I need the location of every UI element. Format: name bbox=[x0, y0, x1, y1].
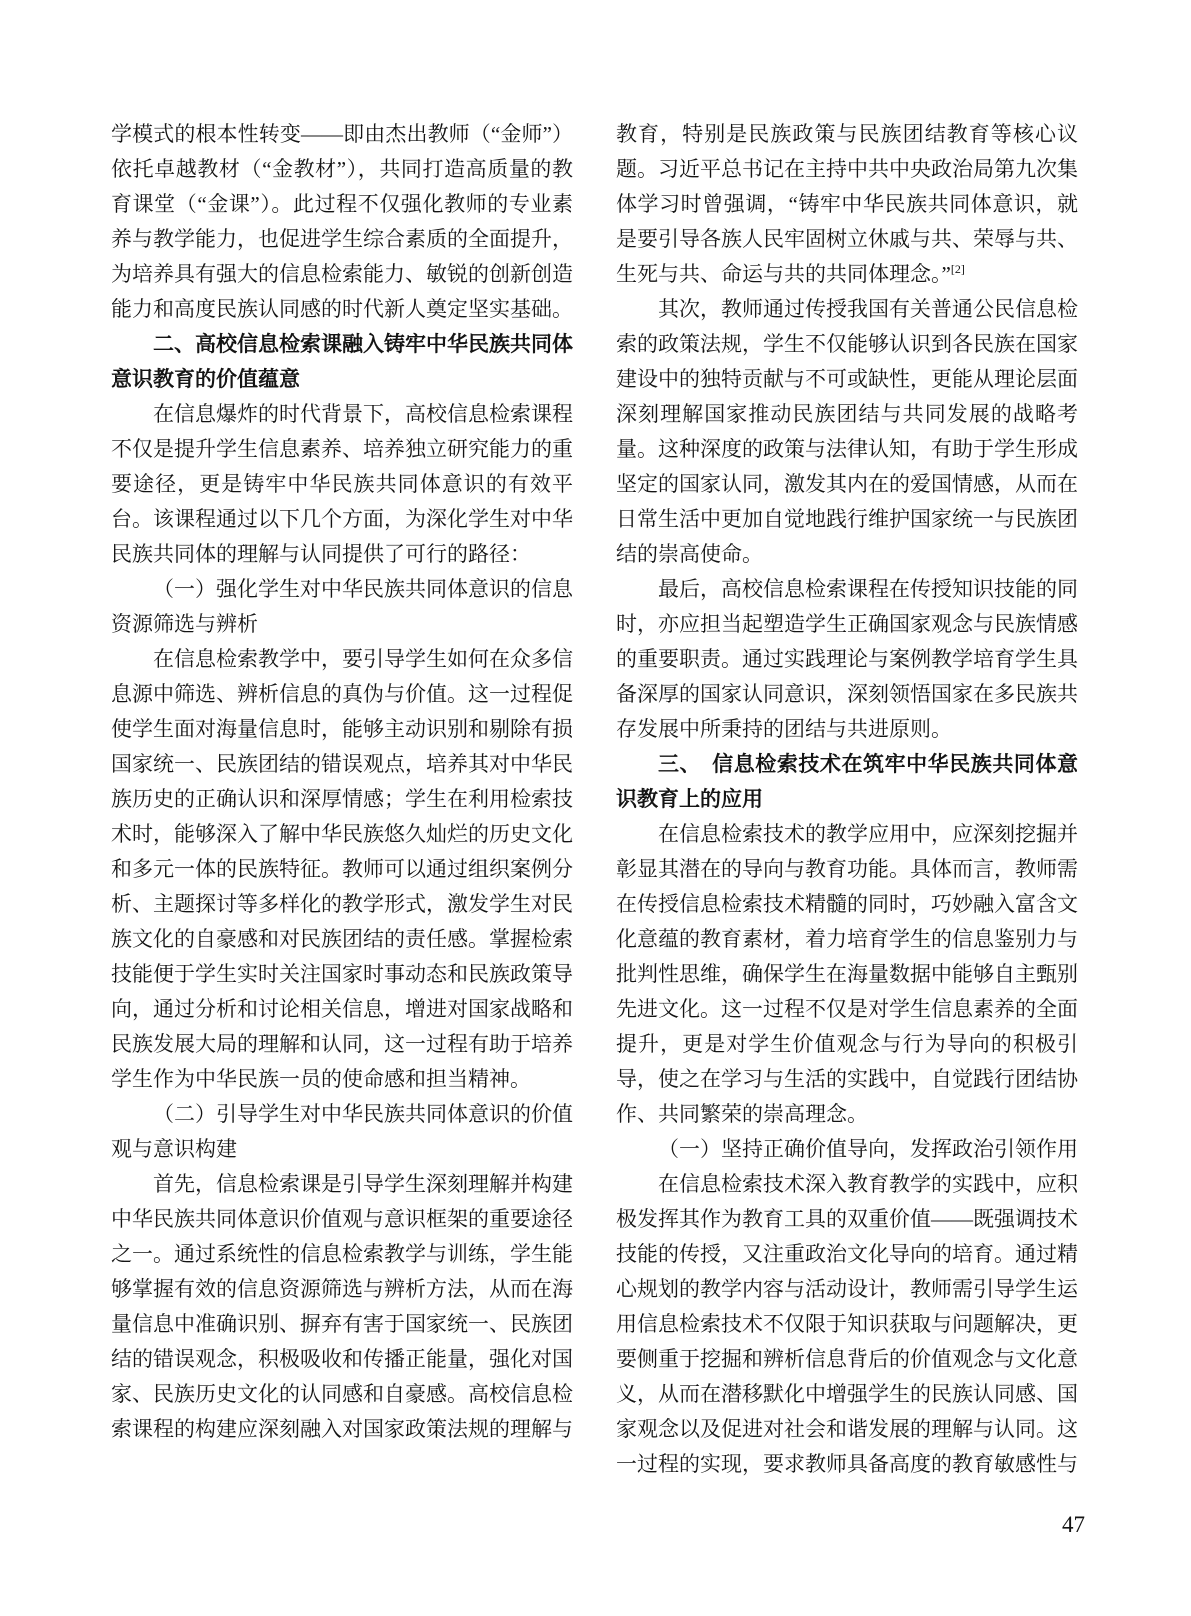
paragraph: 在信息检索教学中，要引导学生如何在众多信息源中筛选、辨析信息的真伪与价值。这一过程促使学生面对海量信息时，能够主动识别和剔除有损国家统一、民族团结的错误观点，培养其对中华民族历史的正确认识和深厚情感；学生在利用检索技术时，能够深入了解中华民族悠久灿烂的历史文化和多元一体的民族特征。教师可以通过组织案例分析、主题探讨等多样化的教学形式，激发学生对民族文化的自豪感和对民族团结的责任感。掌握检索技能便于学生实时关注国家时事动态和民族政策导向，通过分析和讨论相关信息，增进对国家战略和民族发展大局的理解和认同，这一过程有助于培养学生作为中华民族一员的使命感和担当精神。 bbox=[111, 647, 573, 1091]
paragraph: 其次，教师通过传授我国有关普通公民信息检索的政策法规，学生不仅能够认识到各民族在国家建设中的独特贡献与不可或缺性，更能从理论层面深刻理解国家推动民族团结与共同发展的战略考量。这种深度的政策与法律认知，有助于学生形成坚定的国家认同，激发其内在的爱国情感，从而在日常生活中更加自觉地践行维护国家统一与民族团结的崇高使命。 bbox=[616, 297, 1078, 566]
subsection-heading-2: （二）引导学生对中华民族共同体意识的价值观与意识构建 bbox=[111, 1102, 573, 1161]
page-number: 47 bbox=[1062, 1512, 1085, 1537]
paragraph: 学模式的根本性转变——即由杰出教师（“金师”）依托卓越教材（“金教材”），共同打造高质量的教育课堂（“金课”）。此过程不仅强化教师的专业素养与教学能力，也促进学生综合素质的全面提升，为培养具有强大的信息检索能力、敏锐的创新创造能力和高度民族认同感的时代新人奠定坚实基础。 bbox=[111, 122, 573, 321]
section-heading-3: 三、 信息检索技术在筑牢中华民族共同体意识教育上的应用 bbox=[616, 753, 1078, 811]
left-column bbox=[111, 117, 573, 1447]
subsection-heading-1: （一）坚持正确价值导向，发挥政治引领作用 bbox=[658, 1137, 1078, 1161]
paragraph: 在信息爆炸的时代背景下，高校信息检索课程不仅是提升学生信息素养、培养独立研究能力的重要途径，更是铸牢中华民族共同体意识的有效平台。该课程通过以下几个方面，为深化学生对中华民族共同体的理解与认同提供了可行的路径： bbox=[111, 402, 573, 566]
paragraph: 最后，高校信息检索课程在传授知识技能的同时，亦应担当起塑造学生正确国家观念与民族情感的重要职责。通过实践理论与案例教学培育学生具备深厚的国家认同意识，深刻领悟国家在多民族共存发展中所秉持的团结与共进原则。 bbox=[616, 577, 1078, 741]
paragraph: 首先，信息检索课是引导学生深刻理解并构建中华民族共同体意识价值观与意识框架的重要途径之一。通过系统性的信息检索教学与训练，学生能够掌握有效的信息资源筛选与辨析方法，从而在海量信息中准确识别、摒弃有害于国家统一、民族团结的错误观念，积极吸收和传播正能量，强化对国家、民族历史文化的认同感和自豪感。高校信息检索课程的构建应深刻融入对国家政策法规的理解与 bbox=[111, 1172, 573, 1441]
citation-marker: [2] bbox=[950, 262, 965, 276]
section-heading-2: 二、高校信息检索课融入铸牢中华民族共同体意识教育的价值蕴意 bbox=[111, 333, 573, 391]
paragraph: 在信息检索技术深入教育教学的实践中，应积极发挥其作为教育工具的双重价值——既强调技术技能的传授，又注重政治文化导向的培育。通过精心规划的教学内容与活动设计，教师需引导学生运用信息检索技术不仅限于知识获取与问题解决，更要侧重于挖掘和辨析信息背后的价值观念与文化意义，从而在潜移默化中增强学生的民族认同感、国家观念以及促进对社会和谐发展的理解与认同。这一过程的实现，要求教师具备高度的教育敏感性与 bbox=[616, 1172, 1078, 1476]
paragraph bbox=[616, 117, 1078, 292]
right-column bbox=[616, 117, 1078, 1482]
subsection-heading-1: （一）强化学生对中华民族共同体意识的信息资源筛选与辨析 bbox=[111, 577, 573, 636]
paragraph-text: 教育，特别是民族政策与民族团结教育等核心议题。习近平总书记在主持中共中央政治局第九次集体学习时曾强调，“铸牢中华民族共同体意识，就是要引导各族人民牢固树立休戚与共、荣辱与共、生死与共、命运与共的共同体理念。” bbox=[616, 122, 1078, 286]
paragraph: 在信息检索技术的教学应用中，应深刻挖掘并彰显其潜在的导向与教育功能。具体而言，教师需在传授信息检索技术精髓的同时，巧妙融入富含文化意蕴的教育素材，着力培育学生的信息鉴别力与批判性思维，确保学生在海量数据中能够自主甄别先进文化。这一过程不仅是对学生信息素养的全面提升，更是对学生价值观念与行为导向的积极引导，使之在学习与生活的实践中，自觉践行团结协作、共同繁荣的崇高理念。 bbox=[616, 822, 1078, 1126]
